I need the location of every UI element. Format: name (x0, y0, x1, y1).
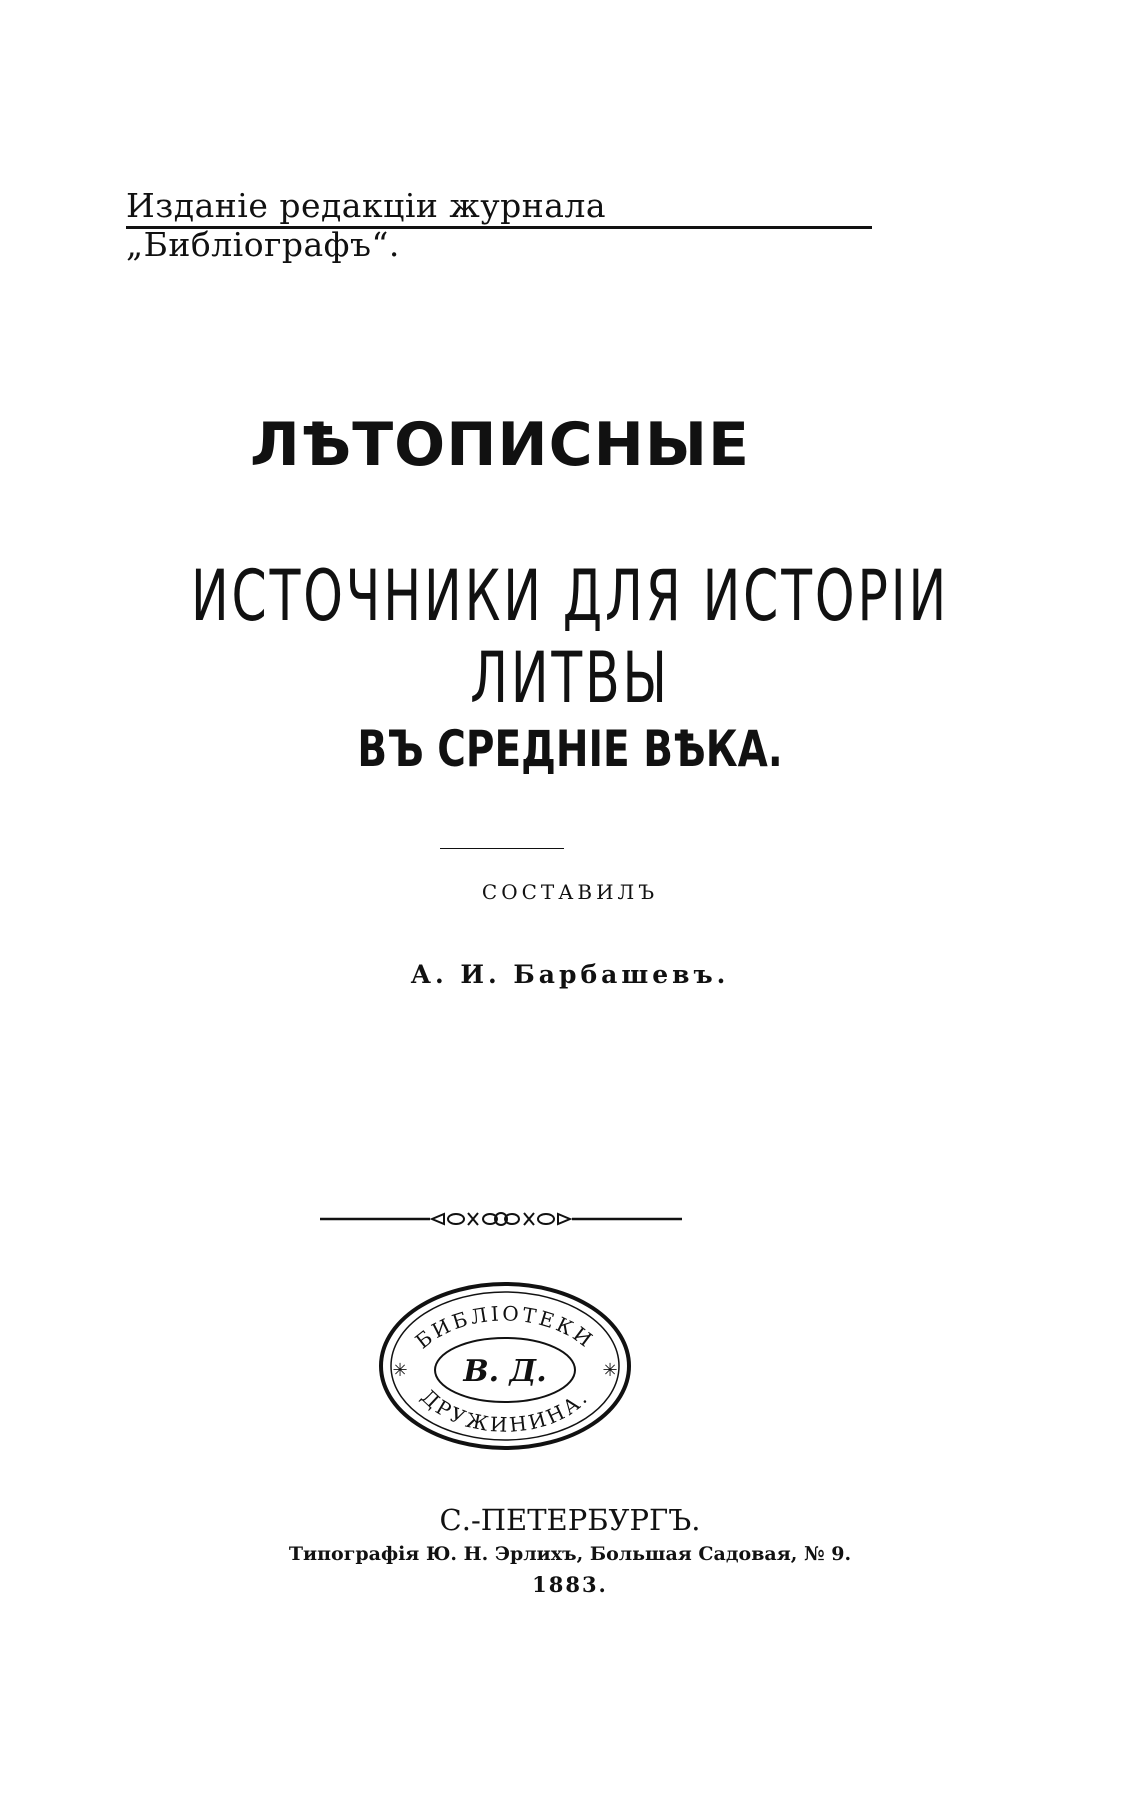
stamp-star-right-icon: ✳ (602, 1360, 618, 1381)
svg-text:БИБЛІОТЕКИ (411, 1301, 600, 1353)
compiled-by-label: СОСТАВИЛЪ (481, 880, 659, 904)
title-line-1: ЛѢТОПИСНЫЕ (250, 410, 751, 480)
author-name: А. И. Барбашевъ. (410, 960, 730, 989)
imprint-city: С.-ПЕТЕРБУРГЪ. (439, 1503, 701, 1537)
ornamental-rule (320, 1210, 682, 1228)
imprint-year: 1883. (532, 1572, 608, 1597)
stamp-bottom-text: ДРУЖИНИНА. (416, 1384, 594, 1437)
imprint-printer: Типографія Ю. Н. Эрлихъ, Большая Садовая, № 9. (288, 1543, 852, 1565)
header-rule (126, 226, 872, 229)
title-line-2 (160, 555, 981, 719)
publisher-imprint: Изданіе редакціи журнала „Библіографъ“. (126, 186, 607, 264)
title-line-3: ВЪ СРЕДНІЕ ВѢКА. (357, 720, 783, 778)
library-stamp (378, 1280, 632, 1452)
title-line-2-text: ИСТОЧНИКИ ДЛЯ ИСТОРІИ ЛИТВЫ (190, 555, 950, 719)
stamp-monogram: В. Д. (463, 1354, 547, 1389)
stamp-star-left-icon: ✳ (392, 1360, 408, 1381)
divider-rule (440, 848, 564, 849)
svg-text:ДРУЖИНИНА. (416, 1384, 593, 1437)
stamp-top-text: БИБЛІОТЕКИ (410, 1301, 600, 1354)
